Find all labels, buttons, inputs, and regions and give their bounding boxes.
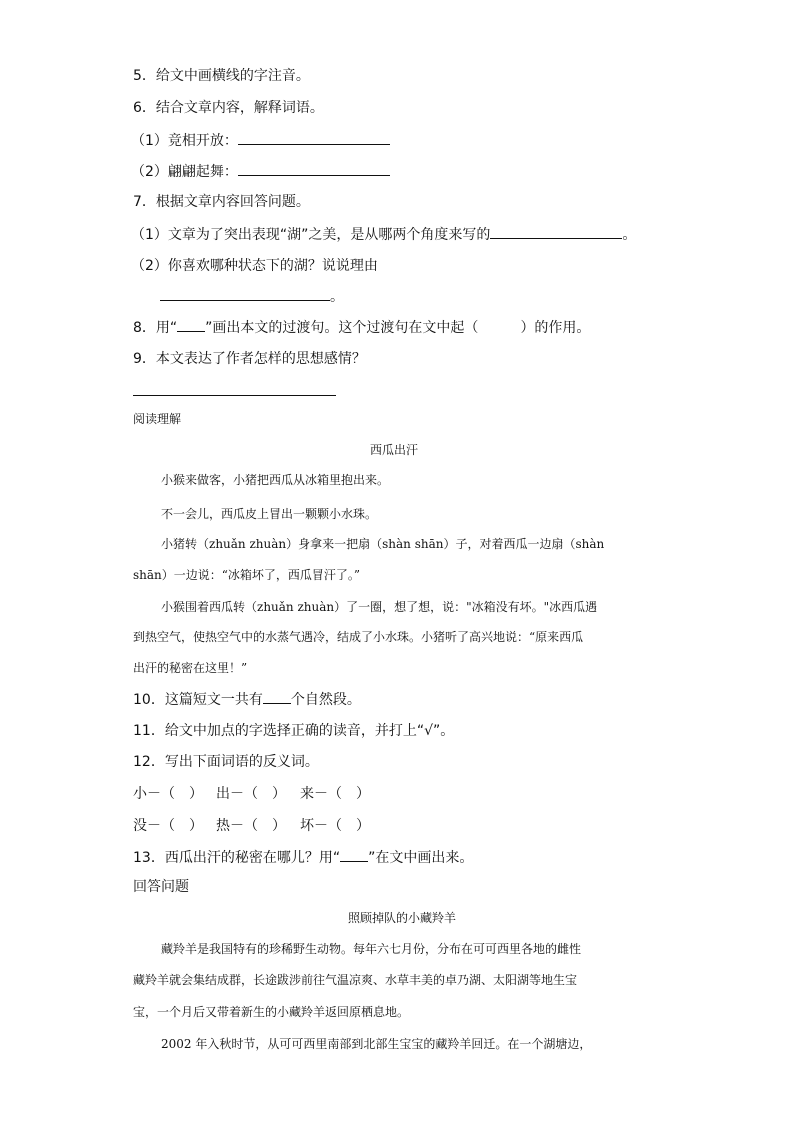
question-13 (133, 847, 473, 868)
story-paragraph-4-line-3: 出汗的秘密在这里！” (133, 661, 248, 675)
question-7-1-text: （1）文章为了突出表现“湖”之美，是从哪两个角度来写的 (131, 227, 491, 243)
question-9: 9．本文表达了作者怎样的思想感情？ (133, 351, 366, 367)
question-8-part-b: ”画出本文的过渡句。这个过渡句在文中起（ (205, 320, 479, 336)
section-heading: 阅读理解 (133, 412, 182, 426)
question-10-part-a: 10．这篇短文一共有 (133, 692, 263, 708)
story-paragraph-3-line-2: shān）一边说：“冰箱坏了，西瓜冒汗了。” (133, 568, 361, 582)
question-8-part-c: ）的作用。 (520, 320, 591, 336)
question-10-part-b: 个自然段。 (290, 692, 361, 708)
story-paragraph-3-line-1: 小猪转（zhuǎn zhuàn）身拿来一把扇（shàn shān）子，对着西瓜一边扇（shàn (161, 537, 605, 551)
question-7-1-end: 。 (622, 227, 637, 243)
question-6-2 (131, 161, 390, 182)
story2-paragraph-1-line-2: 藏羚羊就会集结成群，长途跋涉前往气温凉爽、水草丰美的卓乃湖、太阳湖等地生宝 (133, 973, 578, 987)
question-8-part-a: 8．用“ (133, 320, 178, 336)
question-7: 7．根据文章内容回答问题。 (133, 194, 310, 210)
question-6: 6．结合文章内容，解释词语。 (133, 100, 324, 116)
answer-blank[interactable] (490, 224, 622, 239)
question-11: 11．给文中加点的字选择正确的读音，并打上“√”。 (133, 723, 455, 739)
answer-line[interactable] (133, 395, 336, 396)
antonym-item[interactable]: 来－（ ） (300, 786, 370, 802)
question-6-2-label: （2）翩翩起舞： (131, 164, 238, 180)
question-13-part-b: ”在文中画出来。 (368, 850, 474, 866)
answer-blank[interactable] (263, 689, 291, 704)
answer-blank[interactable] (340, 847, 368, 862)
story2-paragraph-2-line-1: 2002 年入秋时节，从可可西里南部到北部生宝宝的藏羚羊回迁。在一个湖塘边， (161, 1037, 592, 1051)
story-paragraph-4-line-2: 到热空气，使热空气中的水蒸气遇冷，结成了小水珠。小猪听了高兴地说：“原来西瓜 (133, 630, 584, 644)
question-7-2: （2）你喜欢哪种状态下的湖？说说理由 (131, 258, 378, 274)
story-paragraph-4-line-1: 小猴围着西瓜转（zhuǎn zhuàn）了一圈，想了想，说："冰箱没有坏。"冰西瓜遇 (161, 600, 598, 614)
question-6-1 (131, 130, 390, 151)
story-title: 西瓜出汗 (370, 443, 419, 457)
question-7-2-end: 。 (330, 289, 344, 305)
antonym-item[interactable]: 出－（ ） (216, 786, 286, 802)
answer-blank[interactable] (160, 286, 330, 301)
question-7-1 (131, 224, 636, 245)
antonym-item[interactable]: 热－（ ） (216, 818, 286, 834)
story-title: 照顾掉队的小藏羚羊 (348, 911, 457, 925)
question-13-part-a: 13．西瓜出汗的秘密在哪儿？用“ (133, 850, 341, 866)
section-heading: 回答问题 (133, 879, 189, 895)
question-10 (133, 689, 361, 710)
answer-blank[interactable] (238, 161, 390, 176)
answer-blank[interactable] (238, 130, 390, 145)
question-7-2-answer-line (160, 286, 344, 307)
story-paragraph-1: 小猴来做客，小猪把西瓜从冰箱里抱出来。 (161, 473, 390, 487)
antonym-item[interactable]: 没－（ ） (133, 818, 203, 834)
antonym-item[interactable]: 小－（ ） (133, 786, 203, 802)
answer-blank[interactable] (177, 317, 205, 332)
question-6-1-label: （1）竞相开放： (131, 133, 238, 149)
question-5: 5．给文中画横线的字注音。 (133, 68, 310, 84)
question-12: 12．写出下面词语的反义词。 (133, 754, 319, 770)
question-8 (133, 317, 590, 338)
story-paragraph-2: 不一会儿，西瓜皮上冒出一颗颗小水珠。 (161, 507, 378, 521)
story2-paragraph-1-line-3: 宝，一个月后又带着新生的小藏羚羊返回原栖息地。 (133, 1005, 410, 1019)
antonym-item[interactable]: 坏－（ ） (300, 818, 370, 834)
story2-paragraph-1-line-1: 藏羚羊是我国特有的珍稀野生动物。每年六七月份，分布在可可西里各地的雌性 (161, 942, 582, 956)
